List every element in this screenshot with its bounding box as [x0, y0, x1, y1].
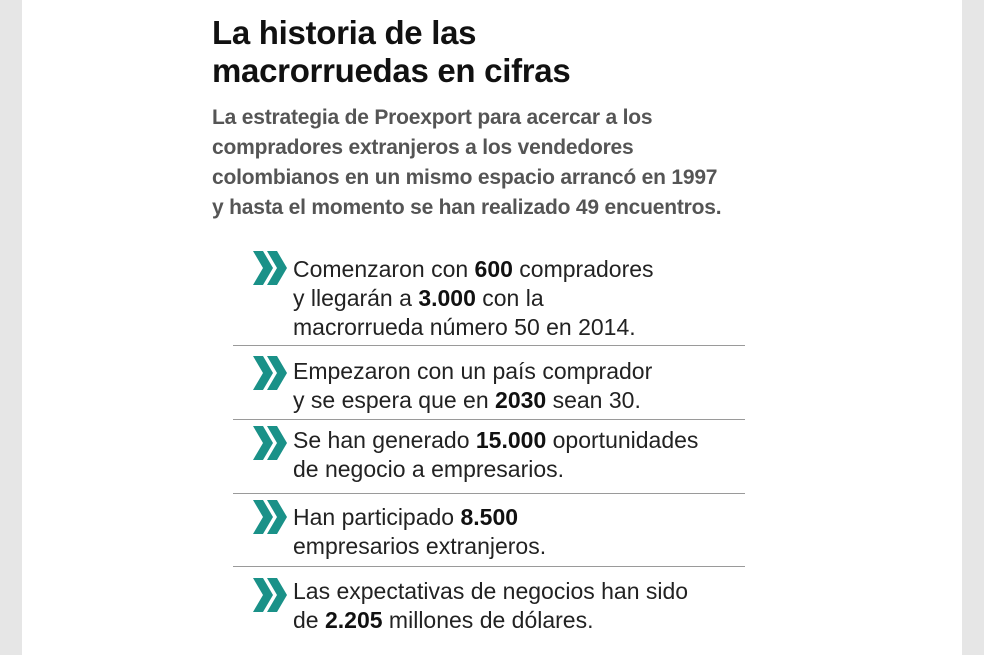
fact-line-text: Han participado [293, 504, 461, 530]
fact-line [293, 255, 745, 284]
fact-line-text: macrorrueda número 50 en 2014. [293, 314, 636, 340]
intro-line: y hasta el momento se han realizado 49 encuentros. [212, 196, 722, 219]
fact-item [233, 567, 745, 649]
intro-paragraph [212, 103, 802, 223]
title-line: La historia de las [212, 14, 477, 51]
fact-line [293, 577, 745, 606]
fact-text [293, 503, 745, 561]
fact-highlight-number: 3.000 [418, 285, 476, 311]
fact-item [233, 246, 745, 346]
fact-line [293, 313, 745, 342]
fact-item [233, 346, 745, 420]
fact-line [293, 386, 745, 415]
fact-line-text: de [293, 607, 325, 633]
double-chevron-right-icon [253, 500, 289, 534]
fact-highlight-number: 15.000 [475, 427, 547, 453]
fact-highlight-number: 8.500 [460, 504, 519, 530]
fact-line-text: sean 30. [546, 387, 641, 413]
fact-highlight-number: 2.205 [324, 607, 383, 633]
fact-line-text: millones de dólares. [382, 607, 594, 633]
fact-line-text: compradores [512, 256, 654, 282]
fact-line [293, 284, 745, 313]
fact-line-text: y se espera que en [293, 387, 496, 413]
intro-line: colombianos en un mismo espacio arrancó en 1997 [212, 166, 718, 189]
fact-line-text: Se han generado [293, 427, 476, 453]
double-chevron-right-icon [253, 578, 289, 612]
fact-text [293, 357, 745, 415]
title-line: macrorruedas en cifras [212, 52, 571, 89]
right-margin-bar [962, 0, 984, 655]
fact-line-text: de negocio a empresarios. [293, 456, 565, 482]
intro-line: La estrategia de Proexport para acercar a los [212, 106, 653, 129]
page-title [212, 14, 772, 90]
fact-text [293, 577, 745, 635]
fact-line-text: Las expectativas de negocios han sido [293, 578, 689, 604]
fact-line-text: Empezaron con un país comprador [293, 358, 653, 384]
fact-line [293, 426, 745, 455]
fact-item [233, 494, 745, 567]
fact-text [293, 426, 745, 484]
fact-line-text: con la [475, 285, 544, 311]
fact-line-text: oportunidades [546, 427, 699, 453]
facts-list [233, 246, 745, 649]
fact-line-text: y llegarán a [293, 285, 419, 311]
fact-line [293, 532, 745, 561]
fact-line [293, 455, 745, 484]
fact-highlight-number: 2030 [495, 387, 547, 413]
left-margin-bar [0, 0, 22, 655]
fact-line-text: empresarios extranjeros. [293, 533, 547, 559]
fact-line [293, 503, 745, 532]
intro-line: compradores extranjeros a los vendedores [212, 136, 634, 159]
fact-highlight-number: 600 [474, 256, 513, 282]
fact-line [293, 606, 745, 635]
fact-line [293, 357, 745, 386]
double-chevron-right-icon [253, 426, 289, 460]
double-chevron-right-icon [253, 356, 289, 390]
double-chevron-right-icon [253, 251, 289, 285]
fact-text [293, 255, 745, 342]
fact-line-text: Comenzaron con [293, 256, 475, 282]
fact-item [233, 420, 745, 494]
